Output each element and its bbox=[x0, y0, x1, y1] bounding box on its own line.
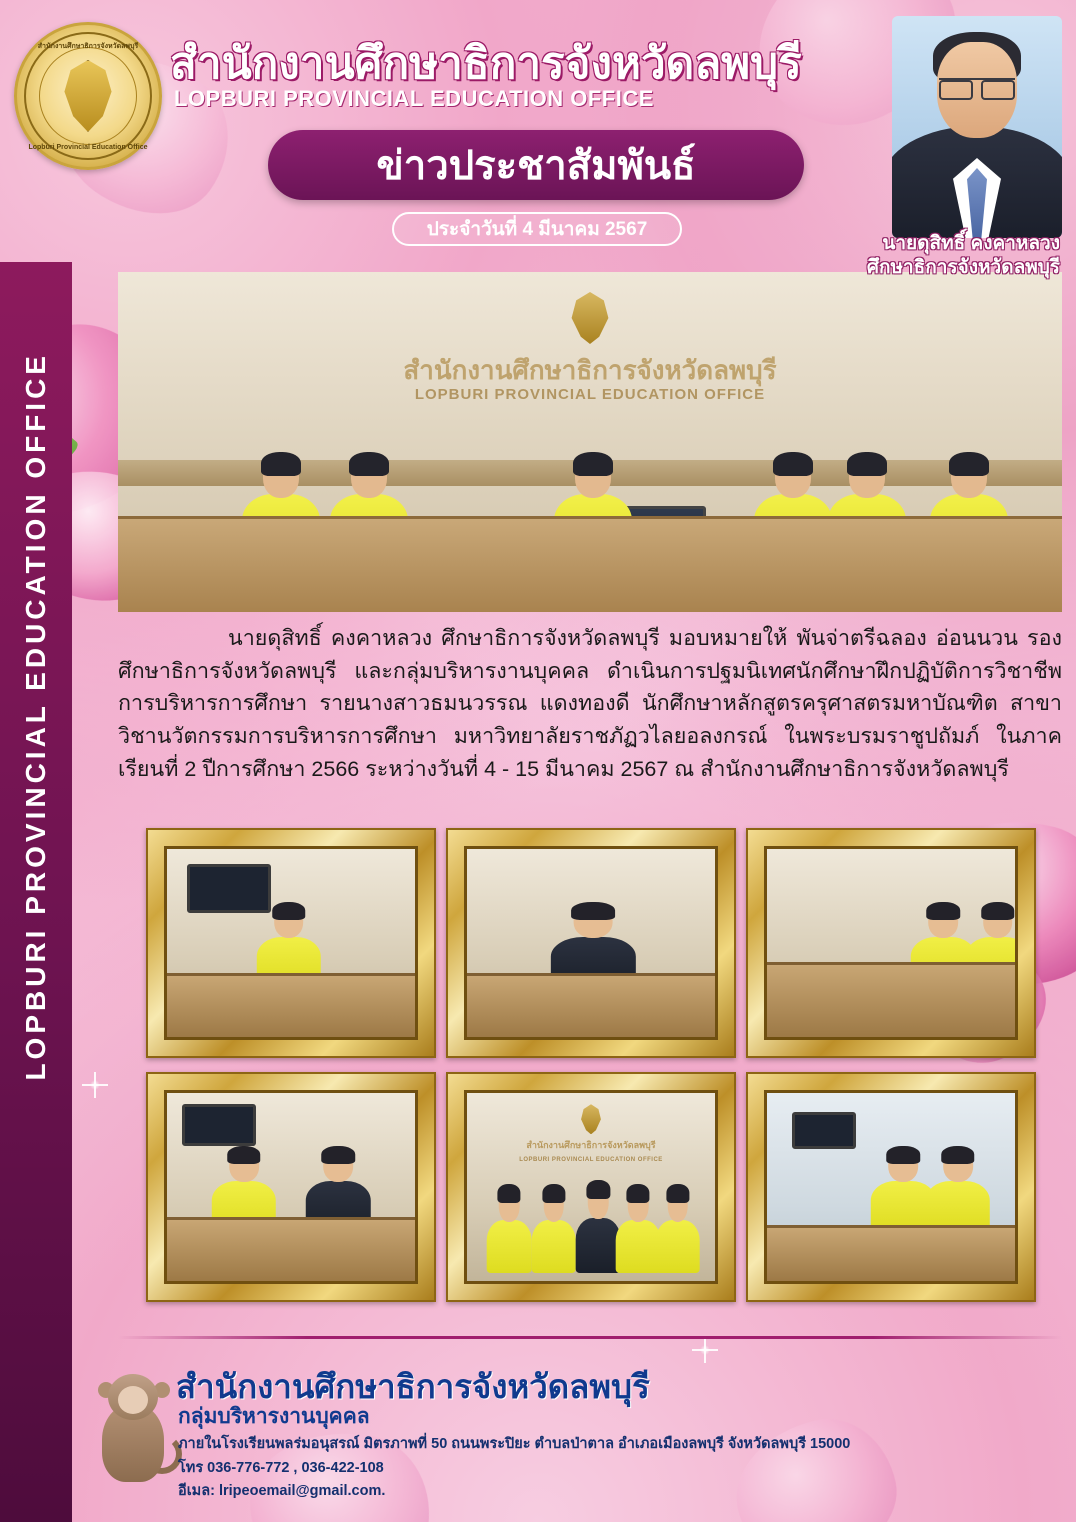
news-banner bbox=[268, 130, 804, 200]
director-name-block bbox=[867, 232, 1060, 280]
logo-bottom-text: Lopburi Provincial Education Office bbox=[28, 144, 148, 151]
footer-address: ภายในโรงเรียนพลร่มอนุสรณ์ มิตรภาพที่ 50 ถนนพระปิยะ ตำบลป่าตาล อำเภอเมืองลพบุรี จังหวัดลพบุรี 15000 bbox=[178, 1436, 851, 1452]
footer-org-name: สำนักงานศึกษาธิการจังหวัดลพบุรี bbox=[176, 1368, 650, 1405]
photo-gallery bbox=[146, 828, 1066, 1302]
gallery-photo-5 bbox=[446, 1072, 736, 1302]
director-name: นายดุสิทธิ์ คงคาหลวง bbox=[882, 233, 1060, 254]
gallery-photo-4 bbox=[146, 1072, 436, 1302]
gallery-photo-6 bbox=[746, 1072, 1036, 1302]
date-badge bbox=[392, 212, 682, 246]
article-body bbox=[118, 622, 1062, 785]
director-position: ศึกษาธิการจังหวัดลพบุรี bbox=[866, 256, 1060, 278]
hero-conference-table bbox=[118, 516, 1062, 612]
monkey-mascot-icon bbox=[86, 1368, 182, 1488]
news-banner-label: ข่าวประชาสัมพันธ์ bbox=[376, 144, 696, 188]
photo-tv-icon bbox=[182, 1104, 256, 1145]
footer-telephone: โทร 036-776-772 , 036-422-108 bbox=[178, 1460, 384, 1476]
photo-person bbox=[531, 1187, 576, 1273]
side-ribbon-label: LOPBURI PROVINCIAL EDUCATION OFFICE bbox=[20, 352, 51, 1081]
footer-department: กลุ่มบริหารงานบุคคล bbox=[178, 1405, 370, 1428]
photo-tv-icon bbox=[792, 1112, 856, 1150]
page-subtitle: LOPBURI PROVINCIAL EDUCATION OFFICE bbox=[174, 86, 654, 111]
sparkle-icon bbox=[90, 1080, 100, 1090]
logo-top-text: สำนักงานศึกษาธิการจังหวัดลพบุรี bbox=[37, 43, 139, 50]
photo-person bbox=[926, 1149, 990, 1232]
hero-wall-text-th: สำนักงานศึกษาธิการจังหวัดลพบุรี bbox=[403, 355, 777, 385]
gallery-photo-3 bbox=[746, 828, 1036, 1058]
office-logo bbox=[14, 22, 162, 170]
photo5-wall-text-th: สำนักงานศึกษาธิการจังหวัดลพบุรี bbox=[526, 1140, 656, 1151]
gallery-photo-2 bbox=[446, 828, 736, 1058]
gallery-photo-1 bbox=[146, 828, 436, 1058]
page-title: สำนักงานศึกษาธิการจังหวัดลพบุรี bbox=[170, 39, 802, 88]
footer-email[interactable]: อีเมล: lripeoemail@gmail.com. bbox=[178, 1483, 386, 1499]
poster-footer bbox=[0, 1332, 1076, 1522]
poster-header bbox=[0, 0, 1076, 278]
footer-divider bbox=[118, 1336, 1062, 1339]
hero-photo bbox=[118, 272, 1062, 612]
hero-wall-text-en: LOPBURI PROVINCIAL EDUCATION OFFICE bbox=[414, 386, 766, 403]
article-paragraph: นายดุสิทธิ์ คงคาหลวง ศึกษาธิการจังหวัดลพบุรี มอบหมายให้ พันจ่าตรีฉลอง อ่อนนวน รองศึกษาธิการจังหวัดลพบุรี และกลุ่มบริหารงานบุคคล ดำเนินการปฐมนิเทศนักศึกษาฝึกปฏิบัติการวิชาชีพการบริหารการศึกษา รายนางสาวธมนวรรณ แดงทองดี นักศึกษาหลักสูตรครุศาสตรมหาบัณฑิต สาขาวิชานวัตกรรมการบริหารการศึกษา มหาวิทยาลัยราชภัฏวไลยอลงกรณ์ ในพระบรมราชูปถัมภ์ ในภาคเรียนที่ 2 ปีการศึกษา 2566 ระหว่างวันที่ 4 - 15 มีนาคม 2567 ณ สำนักงานศึกษาธิการจังหวัดลพบุรี bbox=[118, 626, 1062, 781]
photo-person bbox=[487, 1187, 532, 1273]
photo5-wall-text-en: LOPBURI PROVINCIAL EDUCATION OFFICE bbox=[519, 1156, 663, 1163]
date-badge-label: ประจำวันที่ 4 มีนาคม 2567 bbox=[426, 219, 648, 240]
portrait-glasses-icon bbox=[939, 78, 1015, 94]
director-portrait-photo bbox=[892, 16, 1062, 238]
photo-person bbox=[616, 1187, 661, 1273]
photo-person bbox=[576, 1183, 621, 1273]
photo-person bbox=[655, 1187, 700, 1273]
